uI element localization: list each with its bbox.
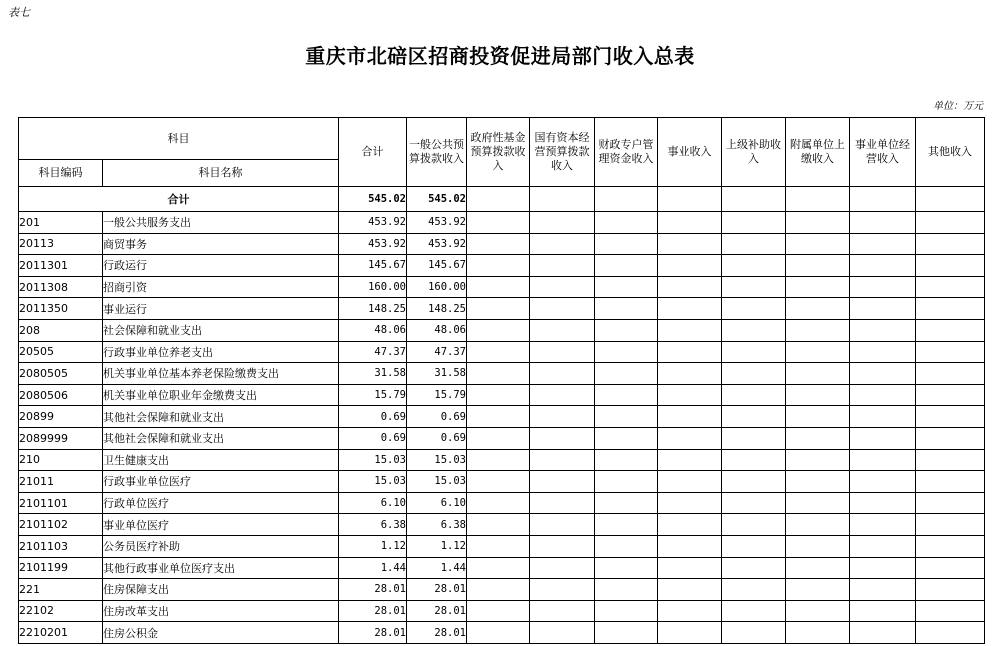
empty-cell: [722, 579, 786, 601]
table-row: [19, 557, 985, 579]
header-business-income: 事业收入: [658, 118, 722, 187]
empty-cell: [850, 535, 916, 557]
empty-cell: [916, 363, 985, 385]
general-budget-cell: 6.10: [407, 492, 467, 514]
empty-cell: [722, 363, 786, 385]
empty-cell: [850, 600, 916, 622]
subject-name-cell: 一般公共服务支出: [103, 212, 339, 234]
table-row: [19, 579, 985, 601]
empty-cell: [916, 579, 985, 601]
general-budget-cell: 1.12: [407, 535, 467, 557]
empty-cell: [595, 233, 658, 255]
general-budget-cell: 15.03: [407, 471, 467, 493]
total-cell: 28.01: [339, 600, 407, 622]
header-gov-fund: 政府性基金预算拨款收入: [467, 118, 530, 187]
subject-code-cell: 20113: [19, 233, 103, 255]
empty-cell: [595, 384, 658, 406]
subject-code-cell: 2101199: [19, 557, 103, 579]
total-cell: 148.25: [339, 298, 407, 320]
total-cell: 6.10: [339, 492, 407, 514]
header-special-fund: 财政专户管理资金收入: [595, 118, 658, 187]
empty-cell: [658, 492, 722, 514]
general-budget-cell: 15.03: [407, 449, 467, 471]
empty-cell: [916, 449, 985, 471]
subject-name-cell: 其他社会保障和就业支出: [103, 406, 339, 428]
empty-cell: [530, 233, 595, 255]
empty-cell: [916, 622, 985, 644]
empty-cell: [658, 600, 722, 622]
subject-code-cell: 2011301: [19, 255, 103, 277]
empty-cell: [722, 341, 786, 363]
empty-cell: [722, 492, 786, 514]
total-cell: 6.38: [339, 514, 407, 536]
empty-cell: [595, 622, 658, 644]
empty-cell: [658, 622, 722, 644]
total-row: [19, 187, 985, 212]
general-budget-cell: 0.69: [407, 427, 467, 449]
empty-cell: [530, 492, 595, 514]
empty-cell: [658, 187, 722, 212]
page-title: 重庆市北碚区招商投资促进局部门收入总表: [305, 44, 695, 68]
subject-code-cell: 2101103: [19, 535, 103, 557]
subject-name-cell: 住房公积金: [103, 622, 339, 644]
empty-cell: [595, 600, 658, 622]
subject-code-cell: 201: [19, 212, 103, 234]
empty-cell: [530, 384, 595, 406]
empty-cell: [595, 492, 658, 514]
empty-cell: [467, 187, 530, 212]
empty-cell: [786, 187, 850, 212]
empty-cell: [722, 471, 786, 493]
general-budget-cell: 453.92: [407, 212, 467, 234]
empty-cell: [467, 255, 530, 277]
empty-cell: [786, 535, 850, 557]
empty-cell: [722, 187, 786, 212]
subject-code-cell: 2011350: [19, 298, 103, 320]
empty-cell: [467, 427, 530, 449]
empty-cell: [530, 579, 595, 601]
empty-cell: [786, 427, 850, 449]
empty-cell: [467, 212, 530, 234]
empty-cell: [658, 514, 722, 536]
empty-cell: [722, 212, 786, 234]
empty-cell: [850, 514, 916, 536]
subject-name-cell: 招商引资: [103, 276, 339, 298]
empty-cell: [916, 406, 985, 428]
empty-cell: [467, 600, 530, 622]
empty-cell: [595, 427, 658, 449]
header-state-capital: 国有资本经营预算拨款收入: [530, 118, 595, 187]
subject-code-cell: 2080505: [19, 363, 103, 385]
empty-cell: [722, 557, 786, 579]
empty-cell: [850, 384, 916, 406]
empty-cell: [658, 298, 722, 320]
empty-cell: [916, 492, 985, 514]
empty-cell: [467, 449, 530, 471]
empty-cell: [786, 341, 850, 363]
empty-cell: [722, 514, 786, 536]
empty-cell: [850, 427, 916, 449]
total-cell: 48.06: [339, 319, 407, 341]
general-budget-cell: 28.01: [407, 579, 467, 601]
total-cell: 28.01: [339, 579, 407, 601]
subject-code-cell: 22102: [19, 600, 103, 622]
table-row: [19, 514, 985, 536]
subject-code-cell: 2080506: [19, 384, 103, 406]
subject-code-cell: 20505: [19, 341, 103, 363]
subject-code-cell: 2101102: [19, 514, 103, 536]
general-budget-cell: 160.00: [407, 276, 467, 298]
table-row: [19, 535, 985, 557]
table-row: [19, 319, 985, 341]
empty-cell: [467, 535, 530, 557]
empty-cell: [916, 600, 985, 622]
table-row: [19, 600, 985, 622]
empty-cell: [850, 276, 916, 298]
empty-cell: [850, 187, 916, 212]
subject-name-cell: 行政运行: [103, 255, 339, 277]
subject-code-cell: 21011: [19, 471, 103, 493]
table-row: [19, 427, 985, 449]
empty-cell: [530, 622, 595, 644]
empty-cell: [786, 233, 850, 255]
empty-cell: [467, 341, 530, 363]
total-cell: 453.92: [339, 233, 407, 255]
table-row: [19, 276, 985, 298]
empty-cell: [467, 492, 530, 514]
general-budget-cell: 0.69: [407, 406, 467, 428]
table-row: [19, 449, 985, 471]
table-row: [19, 341, 985, 363]
subject-name-cell: 其他行政事业单位医疗支出: [103, 557, 339, 579]
empty-cell: [722, 406, 786, 428]
empty-cell: [658, 471, 722, 493]
table-row: [19, 363, 985, 385]
header-superior-subsidy: 上级补助收入: [722, 118, 786, 187]
subject-name-cell: 机关事业单位基本养老保险缴费支出: [103, 363, 339, 385]
empty-cell: [595, 319, 658, 341]
empty-cell: [916, 276, 985, 298]
subject-name-cell: 卫生健康支出: [103, 449, 339, 471]
header-affiliated-turnover: 附属单位上缴收入: [786, 118, 850, 187]
total-label: 合计: [19, 187, 339, 212]
general-budget-cell: 28.01: [407, 600, 467, 622]
empty-cell: [916, 187, 985, 212]
empty-cell: [530, 276, 595, 298]
subject-name-cell: 行政事业单位养老支出: [103, 341, 339, 363]
empty-cell: [467, 471, 530, 493]
empty-cell: [530, 449, 595, 471]
empty-cell: [467, 406, 530, 428]
subject-name-cell: 社会保障和就业支出: [103, 319, 339, 341]
total-cell: 0.69: [339, 427, 407, 449]
empty-cell: [722, 255, 786, 277]
table-row: [19, 384, 985, 406]
empty-cell: [850, 492, 916, 514]
empty-cell: [786, 622, 850, 644]
subject-name-cell: 其他社会保障和就业支出: [103, 427, 339, 449]
table-row: [19, 622, 985, 644]
empty-cell: [467, 514, 530, 536]
empty-cell: [850, 471, 916, 493]
table-row: [19, 298, 985, 320]
empty-cell: [850, 212, 916, 234]
empty-cell: [722, 298, 786, 320]
empty-cell: [658, 276, 722, 298]
subject-code-cell: 2101101: [19, 492, 103, 514]
total-cell: 453.92: [339, 212, 407, 234]
total-cell: 28.01: [339, 622, 407, 644]
unit-label: 单位：万元: [933, 101, 983, 112]
general-budget-cell: 148.25: [407, 298, 467, 320]
empty-cell: [722, 600, 786, 622]
empty-cell: [595, 187, 658, 212]
empty-cell: [658, 449, 722, 471]
header-name: 科目名称: [103, 160, 339, 187]
empty-cell: [530, 212, 595, 234]
empty-cell: [916, 514, 985, 536]
empty-cell: [595, 557, 658, 579]
general-budget-cell: 6.38: [407, 514, 467, 536]
table-number: 表七: [8, 6, 30, 19]
empty-cell: [595, 276, 658, 298]
table-row: [19, 212, 985, 234]
empty-cell: [786, 255, 850, 277]
empty-cell: [722, 535, 786, 557]
total-cell: 15.79: [339, 384, 407, 406]
empty-cell: [530, 427, 595, 449]
total-cell: 0.69: [339, 406, 407, 428]
empty-cell: [916, 255, 985, 277]
empty-cell: [467, 319, 530, 341]
total-cell: 160.00: [339, 276, 407, 298]
empty-cell: [467, 363, 530, 385]
empty-cell: [916, 319, 985, 341]
empty-cell: [722, 384, 786, 406]
empty-cell: [722, 233, 786, 255]
empty-cell: [850, 363, 916, 385]
empty-cell: [722, 449, 786, 471]
empty-cell: [530, 471, 595, 493]
empty-cell: [850, 341, 916, 363]
general-budget-cell: 28.01: [407, 622, 467, 644]
empty-cell: [658, 341, 722, 363]
empty-cell: [467, 579, 530, 601]
empty-cell: [786, 276, 850, 298]
header-operating-income: 事业单位经营收入: [850, 118, 916, 187]
empty-cell: [786, 579, 850, 601]
empty-cell: [658, 363, 722, 385]
empty-cell: [786, 492, 850, 514]
subject-code-cell: 208: [19, 319, 103, 341]
header-total: 合计: [339, 118, 407, 187]
empty-cell: [916, 471, 985, 493]
general-budget-cell: 48.06: [407, 319, 467, 341]
empty-cell: [786, 319, 850, 341]
empty-cell: [850, 406, 916, 428]
total-sum: 545.02: [339, 187, 407, 212]
subject-code-cell: 2210201: [19, 622, 103, 644]
subject-name-cell: 商贸事务: [103, 233, 339, 255]
empty-cell: [786, 212, 850, 234]
total-general-budget: 545.02: [407, 187, 467, 212]
general-budget-cell: 1.44: [407, 557, 467, 579]
empty-cell: [595, 406, 658, 428]
total-cell: 1.44: [339, 557, 407, 579]
header-code: 科目编码: [19, 160, 103, 187]
empty-cell: [467, 276, 530, 298]
empty-cell: [467, 384, 530, 406]
empty-cell: [595, 514, 658, 536]
empty-cell: [467, 233, 530, 255]
empty-cell: [786, 363, 850, 385]
empty-cell: [850, 319, 916, 341]
table-row: [19, 255, 985, 277]
empty-cell: [786, 557, 850, 579]
general-budget-cell: 47.37: [407, 341, 467, 363]
empty-cell: [530, 341, 595, 363]
empty-cell: [786, 449, 850, 471]
subject-name-cell: 住房改革支出: [103, 600, 339, 622]
empty-cell: [786, 600, 850, 622]
total-cell: 15.03: [339, 449, 407, 471]
empty-cell: [722, 319, 786, 341]
total-cell: 31.58: [339, 363, 407, 385]
table-row: [19, 492, 985, 514]
empty-cell: [595, 471, 658, 493]
empty-cell: [722, 427, 786, 449]
empty-cell: [595, 579, 658, 601]
empty-cell: [530, 319, 595, 341]
empty-cell: [658, 255, 722, 277]
empty-cell: [595, 363, 658, 385]
empty-cell: [595, 535, 658, 557]
header-other-income: 其他收入: [916, 118, 985, 187]
general-budget-cell: 31.58: [407, 363, 467, 385]
subject-code-cell: 2011308: [19, 276, 103, 298]
general-budget-cell: 145.67: [407, 255, 467, 277]
empty-cell: [916, 535, 985, 557]
empty-cell: [916, 384, 985, 406]
empty-cell: [916, 557, 985, 579]
subject-code-cell: 2089999: [19, 427, 103, 449]
empty-cell: [916, 427, 985, 449]
general-budget-cell: 453.92: [407, 233, 467, 255]
header-general-budget: 一般公共预算拨款收入: [407, 118, 467, 187]
empty-cell: [786, 471, 850, 493]
empty-cell: [530, 557, 595, 579]
empty-cell: [530, 255, 595, 277]
general-budget-cell: 15.79: [407, 384, 467, 406]
subject-name-cell: 行政事业单位医疗: [103, 471, 339, 493]
empty-cell: [467, 298, 530, 320]
total-cell: 15.03: [339, 471, 407, 493]
empty-cell: [530, 600, 595, 622]
table-row: [19, 471, 985, 493]
subject-code-cell: 221: [19, 579, 103, 601]
empty-cell: [595, 255, 658, 277]
empty-cell: [658, 535, 722, 557]
empty-cell: [530, 187, 595, 212]
total-cell: 145.67: [339, 255, 407, 277]
empty-cell: [850, 557, 916, 579]
empty-cell: [530, 298, 595, 320]
total-cell: 1.12: [339, 535, 407, 557]
empty-cell: [786, 406, 850, 428]
empty-cell: [850, 622, 916, 644]
empty-cell: [850, 233, 916, 255]
empty-cell: [658, 427, 722, 449]
subject-name-cell: 事业单位医疗: [103, 514, 339, 536]
empty-cell: [658, 384, 722, 406]
empty-cell: [658, 579, 722, 601]
subject-name-cell: 住房保障支出: [103, 579, 339, 601]
subject-name-cell: 机关事业单位职业年金缴费支出: [103, 384, 339, 406]
empty-cell: [595, 212, 658, 234]
empty-cell: [850, 449, 916, 471]
header-row: [19, 118, 985, 160]
table-row: [19, 406, 985, 428]
empty-cell: [530, 535, 595, 557]
empty-cell: [595, 341, 658, 363]
empty-cell: [658, 212, 722, 234]
empty-cell: [658, 319, 722, 341]
empty-cell: [850, 579, 916, 601]
table-row: [19, 233, 985, 255]
empty-cell: [658, 406, 722, 428]
empty-cell: [530, 363, 595, 385]
empty-cell: [467, 557, 530, 579]
subject-code-cell: 210: [19, 449, 103, 471]
empty-cell: [658, 233, 722, 255]
empty-cell: [916, 341, 985, 363]
empty-cell: [786, 384, 850, 406]
subject-name-cell: 事业运行: [103, 298, 339, 320]
empty-cell: [850, 255, 916, 277]
empty-cell: [595, 449, 658, 471]
empty-cell: [786, 298, 850, 320]
subject-code-cell: 20899: [19, 406, 103, 428]
empty-cell: [595, 298, 658, 320]
subject-name-cell: 行政单位医疗: [103, 492, 339, 514]
subject-name-cell: 公务员医疗补助: [103, 535, 339, 557]
empty-cell: [722, 276, 786, 298]
empty-cell: [530, 514, 595, 536]
header-subject: 科目: [19, 118, 339, 160]
empty-cell: [916, 298, 985, 320]
empty-cell: [916, 212, 985, 234]
empty-cell: [850, 298, 916, 320]
empty-cell: [658, 557, 722, 579]
empty-cell: [722, 622, 786, 644]
total-cell: 47.37: [339, 341, 407, 363]
empty-cell: [467, 622, 530, 644]
empty-cell: [530, 406, 595, 428]
empty-cell: [916, 233, 985, 255]
empty-cell: [786, 514, 850, 536]
income-summary-table: [18, 117, 985, 644]
